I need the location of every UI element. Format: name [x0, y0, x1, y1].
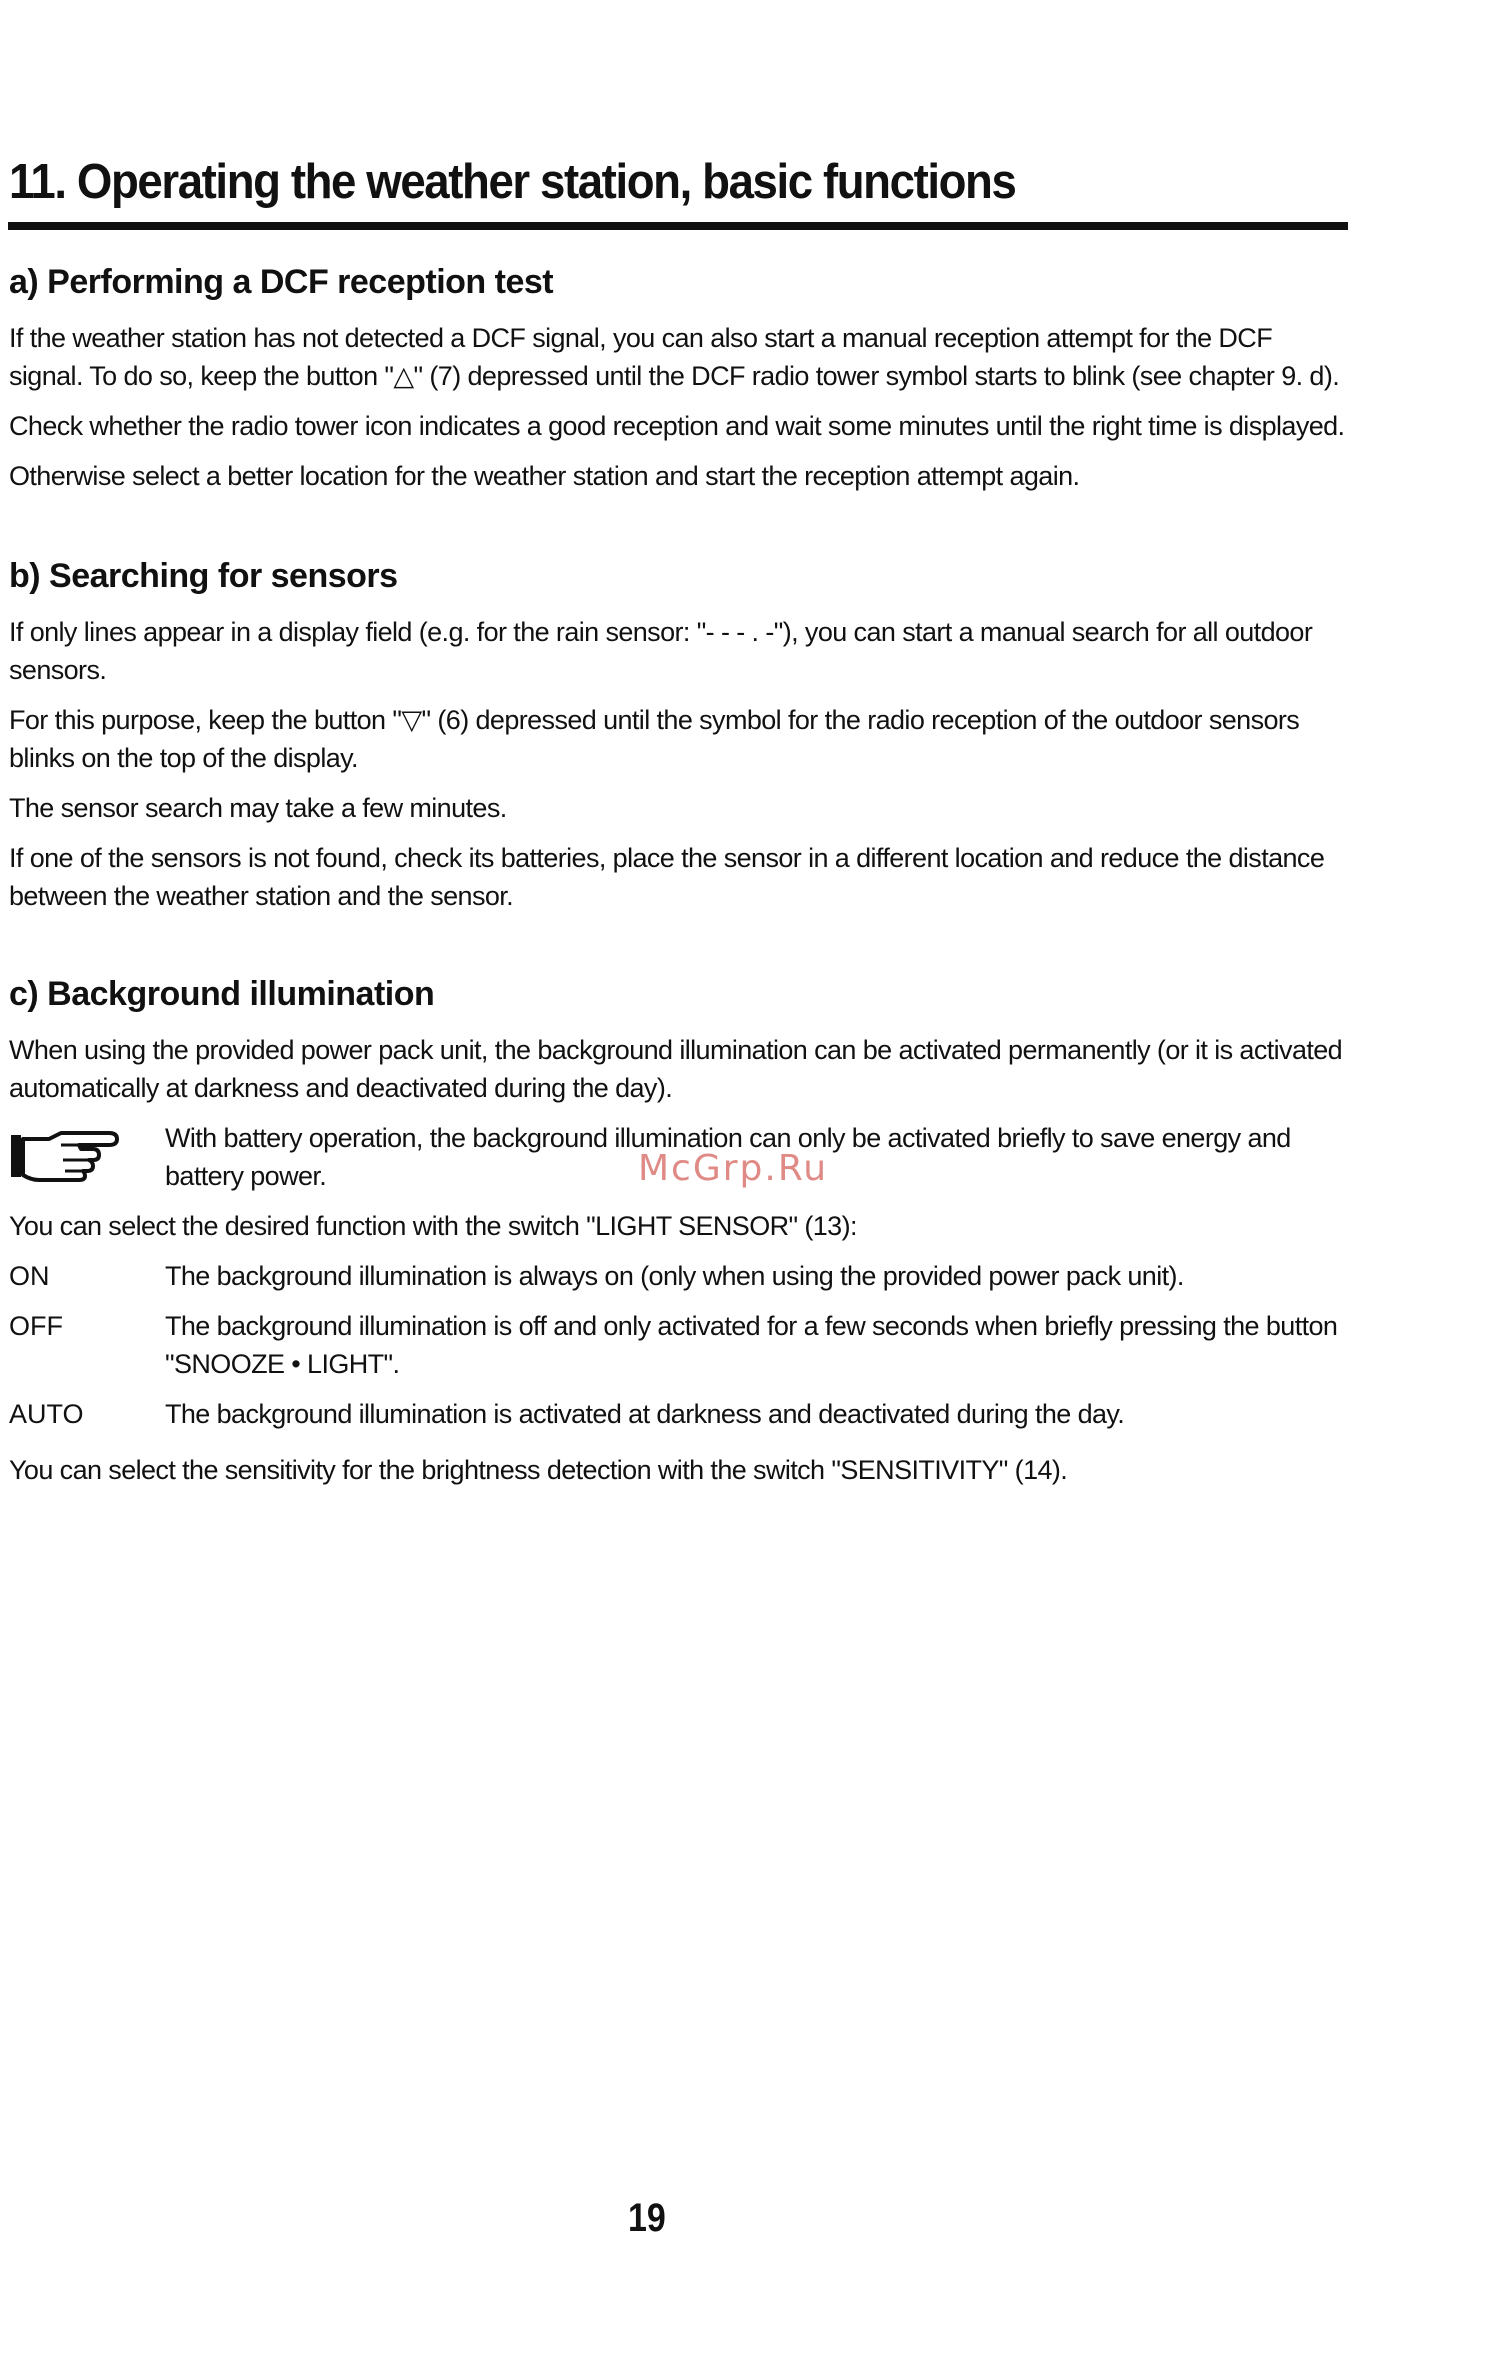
pointing-hand-icon: [9, 1129, 125, 1183]
paragraph: If only lines appear in a display field (e.g. for the rain sensor: "- - - . -"), you can start a manual search for all outdoor sensors.: [9, 616, 1313, 685]
option-term: OFF: [9, 1310, 63, 1341]
paragraph: Otherwise select a better location for the weather station and start the reception attempt again.: [9, 460, 1080, 491]
option-row: [9, 1307, 1349, 1383]
option-term: ON: [9, 1260, 50, 1291]
option-description: The background illumination is always on (only when using the provided power pack unit).: [165, 1260, 1184, 1291]
paragraph: If the weather station has not detected a DCF signal, you can also start a manual reception attempt for the DCF signal. To do so, keep the button "△" (7) depressed until the DCF radio tower symbol starts to blink (see chapter 9. d).: [9, 322, 1340, 391]
paragraph: Check whether the radio tower icon indicates a good reception and wait some minutes until the right time is displayed.: [9, 410, 1345, 441]
note-text: With battery operation, the background illumination can only be activated briefly to save energy and battery power.: [165, 1122, 1291, 1191]
section-heading: a) Performing a DCF reception test: [9, 263, 554, 301]
section-background-illumination: [9, 974, 1349, 1501]
paragraph: The sensor search may take a few minutes.: [9, 792, 507, 823]
section-heading: b) Searching for sensors: [9, 557, 398, 595]
paragraph: When using the provided power pack unit, the background illumination can be activated permanently (or it is activated automatically at darkness and deactivated during the day).: [9, 1034, 1343, 1103]
paragraph: For this purpose, keep the button "▽" (6) depressed until the symbol for the radio reception of the outdoor sensors blinks on the top of the display.: [9, 704, 1300, 773]
paragraph: You can select the sensitivity for the brightness detection with the switch "SENSITIVITY" (14).: [9, 1454, 1068, 1485]
option-list: [9, 1257, 1349, 1433]
paragraph: You can select the desired function with the switch "LIGHT SENSOR" (13):: [9, 1210, 857, 1241]
watermark: McGrp.Ru: [638, 1148, 829, 1189]
option-description: The background illumination is off and only activated for a few seconds when briefly pressing the button "SNOOZE • LIGHT".: [165, 1310, 1338, 1379]
option-description: The background illumination is activated at darkness and deactivated during the day.: [165, 1398, 1125, 1429]
option-term: AUTO: [9, 1398, 84, 1429]
option-row: [9, 1257, 1349, 1295]
title-underline: [8, 222, 1348, 230]
paragraph: If one of the sensors is not found, check its batteries, place the sensor in a different location and reduce the distance between the weather station and the sensor.: [9, 842, 1325, 911]
page-number: 19: [628, 2196, 666, 2240]
page-title: 11. Operating the weather station, basic functions: [9, 155, 1016, 209]
option-row: [9, 1395, 1349, 1433]
section-dcf-reception-test: [9, 262, 1349, 507]
section-heading: c) Background illumination: [9, 975, 435, 1013]
section-searching-sensors: [9, 556, 1349, 927]
